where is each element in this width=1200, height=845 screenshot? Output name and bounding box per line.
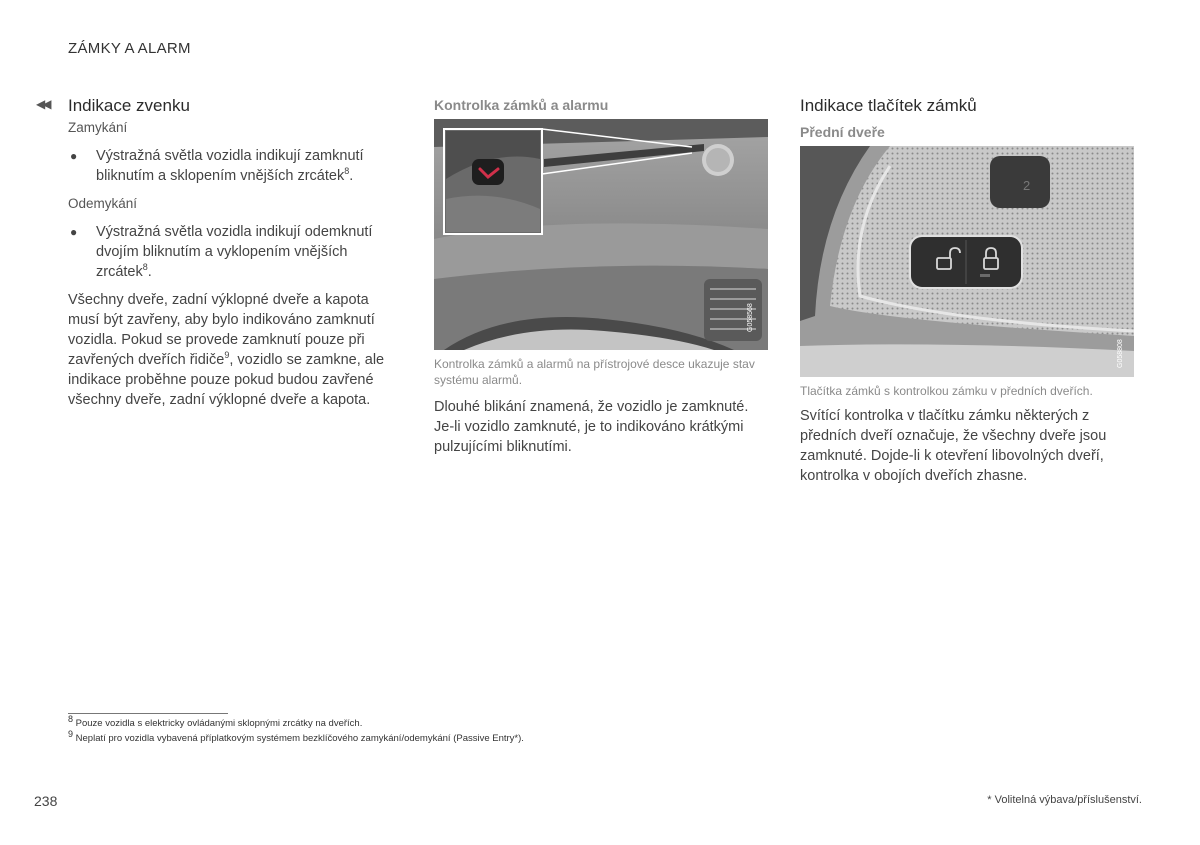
heading-exterior-indication: Indikace zvenku xyxy=(68,96,190,115)
bullet-locking-text: Výstražná světla vozidla indikují zamknutí bliknutím a sklopením vnějších zrcátek xyxy=(96,148,364,184)
svg-text:2: 2 xyxy=(1023,178,1031,193)
footnote-ref-9: 9 xyxy=(224,350,230,361)
column-lock-alarm-indicator xyxy=(434,97,774,113)
footnote-divider xyxy=(68,713,228,714)
subheading-front-doors: Přední dveře xyxy=(800,124,885,140)
footnote-text: Pouze vozidla s elektricky ovládanými sklopnými zrcátky na dveřích. xyxy=(75,718,363,729)
bullet-dot: ● xyxy=(70,149,78,163)
page-number: 238 xyxy=(34,793,58,809)
footnote-number: 9 xyxy=(68,728,74,739)
heading-lock-button-indication: Indikace tlačítek zámků xyxy=(800,96,977,115)
column-lock-button-indication xyxy=(800,96,1140,140)
bullet-dot: ● xyxy=(70,225,78,239)
caption-dashboard-indicator: Kontrolka zámků a alarmů na přístrojové desce ukazuje stav systému alarmů. xyxy=(434,357,755,387)
door-lock-buttons-image xyxy=(800,146,1134,377)
section-header: ZÁMKY A ALARM xyxy=(68,40,191,57)
footnote-text: Neplatí pro vozidla vybavená příplatkovým systémem bezklíčového zamykání/odemykání (Passive Entry*). xyxy=(75,733,524,744)
double-chevron-left-icon: ◀◀ xyxy=(36,97,49,111)
heading-lock-alarm-indicator: Kontrolka zámků a alarmu xyxy=(434,97,609,113)
optional-equipment-note: * Volitelná výbava/příslušenství. xyxy=(987,794,1142,806)
footnote-8 xyxy=(68,713,363,729)
paragraph-indicator: Dlouhé blikání znamená, že vozidlo je zamknuté. Je-li vozidlo zamknuté, je to indikováno krátkými pulzujícími bliknutími. xyxy=(434,399,749,455)
bullet-unlocking: ● Výstražná světla vozidla indikují odemknutí dvojím bliknutím a vyklopením vnějších zrcátek$^8$. xyxy=(70,224,373,280)
paragraph-exterior-part1: Všechny dveře, zadní výklopné dveře a kapota musí být zavřeny, aby bylo indikováno zamknutí vozidla. Pokud se provede zamknutí pouze při zavřených dveřích řidiče xyxy=(68,292,375,368)
label-locking: Zamykání xyxy=(68,120,128,135)
footnote-ref-8: 8 xyxy=(344,166,350,177)
footnote-9 xyxy=(68,728,524,744)
image-code: G058808 xyxy=(1117,339,1124,368)
footnote-ref-8: 8 xyxy=(142,262,148,273)
paragraph-exterior-part2: , vozidlo se zamkne, ale indikace proběhne pouze pokud budou zavřené všechny dveře, zadní výklopné dveře a kapota. xyxy=(68,352,385,408)
column-exterior-indication xyxy=(68,96,408,410)
paragraph-lock-buttons: Svítící kontrolka v tlačítku zámku některých z předních dveří označuje, že všechny dveře jsou zamknuté. Dojde-li k otevření libovolných dveří, kontrolka v obojích dveřích zhasne. xyxy=(800,408,1107,484)
dashboard-indicator-image xyxy=(434,119,768,350)
image-code: G058568 xyxy=(747,303,754,332)
footnote-number: 8 xyxy=(68,713,74,724)
bullet-unlocking-text: Výstražná světla vozidla indikují odemknutí dvojím bliknutím a vyklopením vnějších zrcátek xyxy=(96,224,373,280)
bullet-locking: ● Výstražná světla vozidla indikují zamknutí bliknutím a sklopením vnějších zrcátek$^8$. xyxy=(70,148,364,184)
paragraph-exterior xyxy=(68,290,388,410)
caption-door-lock-buttons: Tlačítka zámků s kontrolkou zámku v předních dveřích. xyxy=(800,384,1093,398)
label-unlocking: Odemykání xyxy=(68,196,138,211)
